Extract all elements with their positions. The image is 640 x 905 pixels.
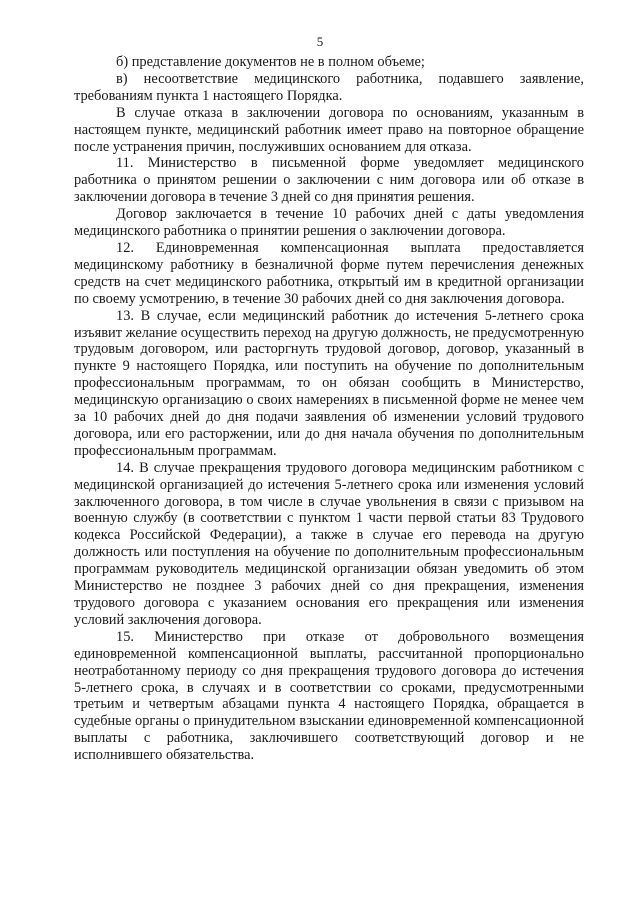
paragraph-11: 11. Министерство в письменной форме уведомляет медицинского работника о принятом решении о заключении с ним договора или об отказе в заключении договора в течение 3 дней со дня принятия решения. [74,155,584,206]
paragraph-14: 14. В случае прекращения трудового договора медицинским работником с медицинской организацией до истечения 5-летнего срока или изменения условий заключенного договора, в том числе в случае увольнения в связи с призывом на военную службу (в соответствии с пунктом 1 части первой статьи 83 Трудового кодекса Российской Федерации), а также в случае его перевода на другую должность или поступления на обучение по дополнительным профессиональным программам руководитель медицинской организации обязан уведомить об этом Министерство не позднее 3 рабочих дней со дня прекращения, изменения трудового договора с указанием основания его прекращения или изменения условий заключения договора. [74,459,584,628]
document-body [74,54,584,764]
paragraph-contract-term: Договор заключается в течение 10 рабочих дней с даты уведомления медицинского работника о принятии решения о заключении договора. [74,206,584,240]
paragraph-item-v: в) несоответствие медицинского работника, подавшего заявление, требованиям пункта 1 настоящего Порядка. [74,70,584,104]
page-number: 5 [316,34,324,49]
paragraph-item-b: б) представление документов не в полном объеме; [116,54,425,70]
paragraph-13: 13. В случае, если медицинский работник до истечения 5-летнего срока изъявит желание осуществить переход на другую должность, не предусмотренную трудовым договором, или расторгнуть трудовой договор, договор, указанный в пункте 9 настоящего Порядка, или поступить на обучение по дополнительным профессиональным программам, то он обязан сообщить в Министерство, медицинскую организацию о своих намерениях в письменной форме не менее чем за 10 рабочих дней до дня подачи заявления об изменении условий трудового договора, или его расторжении, или до дня начала обучения по дополнительным профессиональным программам. [74,307,584,459]
paragraph-15: 15. Министерство при отказе от добровольного возмещения единовременной компенсационной выплаты, рассчитанной пропорционально неотработанному периоду со дня прекращения трудового договора до истечения 5-летнего срока, в случаях и в соответствии со сроками, предусмотренными третьим и четвертым абзацами пункта 4 настоящего Порядка, обращается в судебные органы о принудительном взыскании единовременной компенсационной выплаты с работника, заключившего соответствующий договор и не исполнившего обязательства. [74,628,584,764]
paragraph-12: 12. Единовременная компенсационная выплата предоставляется медицинскому работнику в безналичной форме путем перечисления денежных средств на счет медицинского работника, открытый им в кредитной организации по своему усмотрению, в течение 30 рабочих дней со дня заключения договора. [74,239,584,307]
paragraph-refusal: В случае отказа в заключении договора по основаниям, указанным в настоящем пункте, медицинский работник имеет право на повторное обращение после устранения причин, послуживших основанием для отказа. [74,104,584,155]
